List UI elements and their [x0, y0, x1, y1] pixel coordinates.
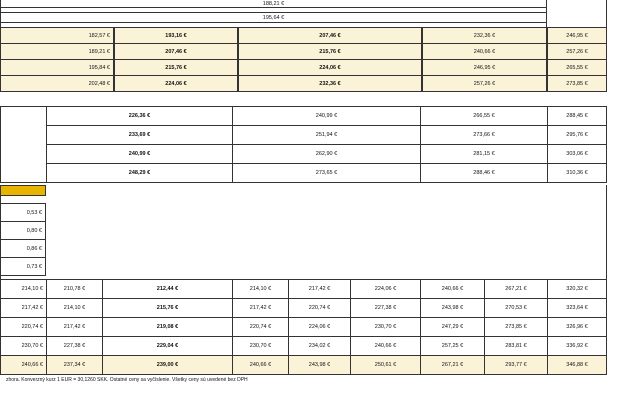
table-d-cell: 240,66 €	[420, 279, 485, 299]
table-d-cell: 230,70 €	[232, 336, 289, 356]
table-d-cell: 227,38 €	[46, 336, 103, 356]
table-a-cell: 202,48 €	[0, 75, 114, 92]
table-b-cell: 288,46 €	[420, 163, 548, 183]
table-a-cell: 224,06 €	[114, 75, 238, 92]
table-a-cell: 257,26 €	[422, 75, 547, 92]
table-b-cell: 233,69 €	[46, 125, 233, 145]
table-b-cell: 273,65 €	[232, 163, 421, 183]
top-frame-right2	[606, 0, 607, 27]
table-d-cell: 224,06 €	[288, 317, 351, 337]
table-a-cell: 182,57 €	[0, 27, 114, 44]
table-a-cell: 215,76 €	[238, 43, 422, 60]
table-d-cell: 224,06 €	[350, 279, 421, 299]
table-d-cell: 212,44 €	[102, 279, 233, 299]
table-a-cell: 246,95 €	[422, 59, 547, 76]
table-d-cell: 234,02 €	[288, 336, 351, 356]
table-a-cell: 207,46 €	[114, 43, 238, 60]
table-b-left-blank	[0, 106, 47, 183]
table-d-cell: 237,34 €	[46, 355, 103, 375]
table-d-cell: 267,21 €	[420, 355, 485, 375]
table-d-cell: 243,98 €	[288, 355, 351, 375]
table-d-cell: 267,21 €	[484, 279, 548, 299]
table-b-cell: 295,76 €	[547, 125, 607, 145]
table-d-cell: 273,85 €	[484, 317, 548, 337]
table-b-cell: 240,99 €	[46, 144, 233, 164]
table-d-cell: 239,00 €	[102, 355, 233, 375]
table-b-cell: 226,36 €	[46, 106, 233, 126]
table-d-cell: 326,96 €	[547, 317, 607, 337]
table-c-cell: 0,86 €	[0, 239, 46, 258]
table-b-cell: 251,94 €	[232, 125, 421, 145]
top-line-2: 195,64 €	[0, 12, 547, 23]
table-d-cell: 220,74 €	[0, 317, 47, 337]
table-d-cell: 220,74 €	[288, 298, 351, 318]
table-d-cell: 240,66 €	[350, 336, 421, 356]
table-d-cell: 230,70 €	[0, 336, 47, 356]
table-c-cell: 0,53 €	[0, 203, 46, 222]
footer-note: zhora. Konverzný kurz 1 EUR = 30,1260 SKK. Ostatné ceny sa vyčíslenie. Všetky ceny sú uvedené bez DPH	[6, 377, 248, 383]
table-d-cell: 323,64 €	[547, 298, 607, 318]
table-d-cell: 320,32 €	[547, 279, 607, 299]
table-d-cell: 257,25 €	[420, 336, 485, 356]
table-b-cell: 310,36 €	[547, 163, 607, 183]
table-d-cell: 240,66 €	[232, 355, 289, 375]
table-d-cell: 215,76 €	[102, 298, 233, 318]
table-a-cell: 232,36 €	[238, 75, 422, 92]
table-a-cell: 232,36 €	[422, 27, 547, 44]
table-a-cell: 240,66 €	[422, 43, 547, 60]
table-d-cell: 229,04 €	[102, 336, 233, 356]
table-b-cell: 248,29 €	[46, 163, 233, 183]
table-a-cell: 273,85 €	[547, 75, 607, 92]
table-d-cell: 210,78 €	[46, 279, 103, 299]
table-d-cell: 346,88 €	[547, 355, 607, 375]
table-d-cell: 270,53 €	[484, 298, 548, 318]
table-b-cell: 273,66 €	[420, 125, 548, 145]
table-d-cell: 217,42 €	[232, 298, 289, 318]
table-a-cell: 189,21 €	[0, 43, 114, 60]
table-d-cell: 230,70 €	[350, 317, 421, 337]
table-b-cell: 262,90 €	[232, 144, 421, 164]
table-a-cell: 224,06 €	[238, 59, 422, 76]
table-d-cell: 227,38 €	[350, 298, 421, 318]
table-d-cell: 214,10 €	[46, 298, 103, 318]
table-c-cell: 0,80 €	[0, 221, 46, 240]
table-d-cell: 247,29 €	[420, 317, 485, 337]
table-d-cell: 217,42 €	[288, 279, 351, 299]
table-a-cell: 195,84 €	[0, 59, 114, 76]
section-c-frame	[0, 185, 607, 280]
table-d-cell: 214,10 €	[0, 279, 47, 299]
table-a-cell: 246,95 €	[547, 27, 607, 44]
table-d-cell: 219,08 €	[102, 317, 233, 337]
table-c-cell: 0,73 €	[0, 257, 46, 276]
table-b-cell: 288,45 €	[547, 106, 607, 126]
table-a-cell: 193,16 €	[114, 27, 238, 44]
table-a-cell: 207,46 €	[238, 27, 422, 44]
table-d-cell: 214,10 €	[232, 279, 289, 299]
table-b-cell: 303,06 €	[547, 144, 607, 164]
table-d-cell: 283,81 €	[484, 336, 548, 356]
table-a-cell: 257,26 €	[547, 43, 607, 60]
table-d-cell: 217,42 €	[0, 298, 47, 318]
table-d-cell: 293,77 €	[484, 355, 548, 375]
table-d-cell: 240,66 €	[0, 355, 47, 375]
table-b-cell: 281,15 €	[420, 144, 548, 164]
table-d-cell: 217,42 €	[46, 317, 103, 337]
table-d-cell: 243,98 €	[420, 298, 485, 318]
table-b-cell: 266,55 €	[420, 106, 548, 126]
table-a-cell: 265,55 €	[547, 59, 607, 76]
table-d-cell: 220,74 €	[232, 317, 289, 337]
table-d-cell: 250,61 €	[350, 355, 421, 375]
top-line-1: 188,21 €	[0, 0, 547, 8]
table-d-cell: 336,92 €	[547, 336, 607, 356]
table-a-cell: 215,76 €	[114, 59, 238, 76]
table-b-cell: 240,99 €	[232, 106, 421, 126]
